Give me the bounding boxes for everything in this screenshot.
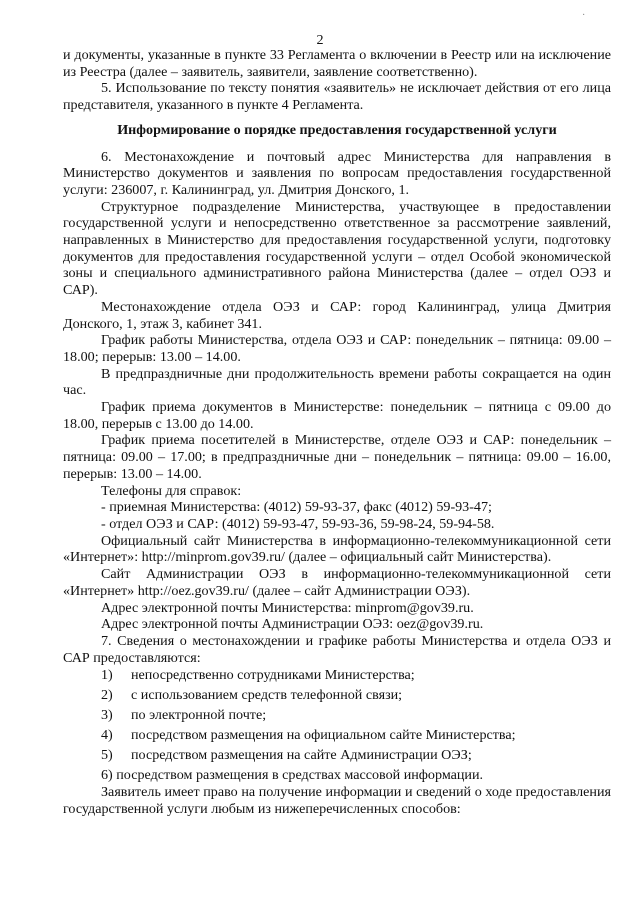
section-heading: Информирование о порядке предоставления государственной услуги	[117, 121, 557, 138]
list-item	[63, 707, 611, 724]
list-item	[63, 687, 611, 704]
paragraph-location: Местонахождение отдела ОЭЗ и САР: город Калининград, улица Дмитрия Донского, 1, этаж 3, кабинет 341.	[63, 298, 611, 332]
paragraph-document-schedule: График приема документов в Министерстве: понедельник – пятница с 09.00 до 18.00, перерыв с 13.00 до 14.00.	[63, 399, 611, 432]
list-item-number: 1)	[101, 667, 113, 684]
phones-title: Телефоны для справок:	[101, 482, 242, 499]
list-item-text: посредством размещения на официальном сайте Министерства;	[131, 727, 516, 744]
corner-mark: ·	[582, 10, 586, 21]
paragraph-official-site: Официальный сайт Министерства в информационно-телекоммуникационной сети «Интернет»: http://minprom.gov39.ru/ (далее – официальный сайт Министерства).	[63, 532, 611, 566]
paragraph-6: 6. Местонахождение и почтовый адрес Министерства для направления в Министерство документов и заявления по вопросам предоставления государственной услуги: 236007, г. Калининград, ул. Дмитрия Донского, 1.	[63, 148, 611, 198]
list-item-number: 4)	[101, 727, 113, 744]
paragraph-intro: и документы, указанные в пункте 33 Регламента о включении в Реестр или на исключение из Реестра (далее – заявитель, заявители, заявление соответственно).	[63, 47, 611, 80]
email-oez: Адрес электронной почты Администрации ОЭЗ: oez@gov39.ru.	[101, 616, 484, 633]
list-item-number: 2)	[101, 687, 113, 704]
list-item-text: с использованием средств телефонной связи;	[131, 687, 403, 704]
paragraph-7: 7. Сведения о местонахождении и графике работы Министерства и отдела ОЭЗ и САР предоставляются:	[63, 632, 611, 666]
list-item	[63, 667, 611, 684]
paragraph-oez-site: Сайт Администрации ОЭЗ в информационно-телекоммуникационной сети «Интернет» http://oez.gov39.ru/ (далее – сайт Администрации ОЭЗ).	[63, 566, 611, 599]
list-item-number: 5)	[101, 747, 113, 764]
email-ministry: Адрес электронной почты Министерства: minprom@gov39.ru.	[101, 599, 474, 616]
paragraph-structural-unit: Структурное подразделение Министерства, участвующее в предоставлении государственной услуги и непосредственно ответственное за рассмотрение заявлений, направленных в Министерство для предоставления государственной услуги, подготовку документов для предоставления государственной услуги – отдел Особой экономической зоны и специального административного района Министерства (далее – отдел ОЭЗ и САР).	[63, 198, 611, 299]
paragraph-5: 5. Использование по тексту понятия «заявитель» не исключает действия от его лица представителя, указанного в пункте 4 Регламента.	[63, 80, 611, 114]
paragraph-holiday-hours: В предпраздничные дни продолжительность времени работы сокращается на один час.	[63, 365, 611, 399]
list-item-text: посредством размещения на сайте Администрации ОЭЗ;	[131, 747, 472, 764]
paragraph-applicant-right: Заявитель имеет право на получение информации и сведений о ходе предоставления государственной услуги любым из нижеперечисленных способов:	[63, 784, 611, 817]
phone-department: - отдел ОЭЗ и САР: (4012) 59-93-47, 59-93-36, 59-98-24, 59-94-58.	[101, 515, 495, 532]
list-item	[63, 727, 611, 744]
list-item-6: 6) посредством размещения в средствах массовой информации.	[101, 767, 484, 784]
page-number: 2	[316, 32, 324, 48]
info-methods-list	[63, 667, 611, 784]
phone-reception: - приемная Министерства: (4012) 59-93-37, факс (4012) 59-93-47;	[101, 499, 492, 516]
list-item-number: 3)	[101, 707, 113, 724]
paragraph-work-schedule: График работы Министерства, отдела ОЭЗ и САР: понедельник – пятница: 09.00 – 18.00; перерыв: 13.00 – 14.00.	[63, 332, 611, 365]
paragraph-visitor-schedule: График приема посетителей в Министерстве, отделе ОЭЗ и САР: понедельник – пятница: 09.00 – 17.00; в предпраздничные дни – понедельник – пятница: 09.00 – 16.00, перерыв: 13.00 – 14.00.	[63, 432, 611, 482]
list-item-text: по электронной почте;	[131, 707, 267, 724]
list-item	[63, 747, 611, 764]
list-item-text: непосредственно сотрудниками Министерства;	[131, 667, 415, 684]
document-body	[63, 47, 611, 817]
